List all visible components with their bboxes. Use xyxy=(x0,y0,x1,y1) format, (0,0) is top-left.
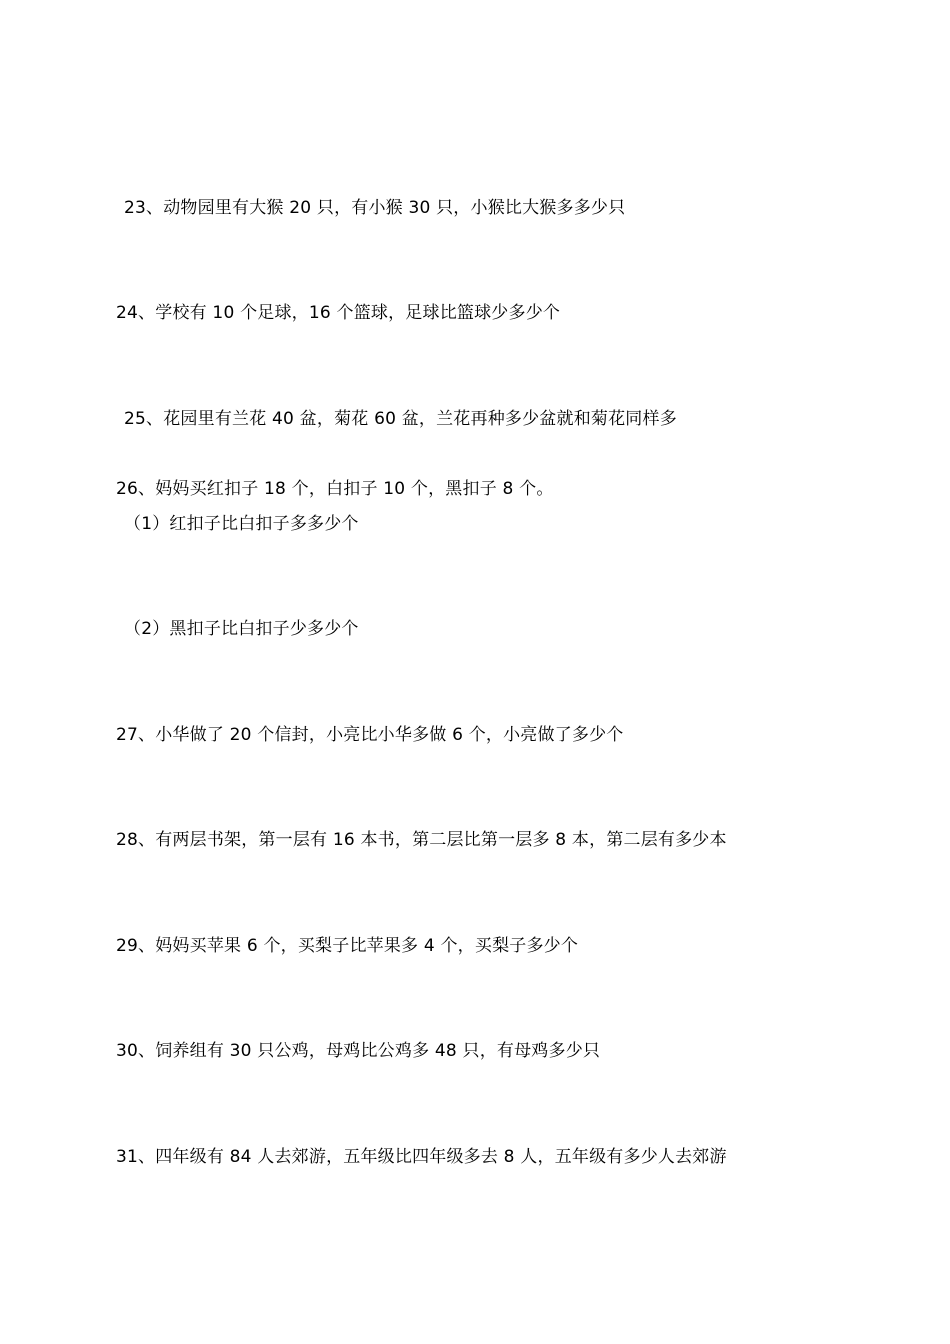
question-30: 30、饲养组有 30 只公鸡，母鸡比公鸡多 48 只，有母鸡多少只 xyxy=(116,1041,601,1061)
question-24: 24、学校有 10 个足球，16 个篮球，足球比篮球少多少个 xyxy=(116,303,561,323)
question-28: 28、有两层书架，第一层有 16 本书，第二层比第一层多 8 本，第二层有多少本 xyxy=(116,830,727,850)
question-26-part-2: （2）黑扣子比白扣子少多少个 xyxy=(124,619,359,639)
question-29: 29、妈妈买苹果 6 个，买梨子比苹果多 4 个，买梨子多少个 xyxy=(116,936,579,956)
question-26: 26、妈妈买红扣子 18 个，白扣子 10 个，黑扣子 8 个。 xyxy=(116,479,554,499)
question-31: 31、四年级有 84 人去郊游，五年级比四年级多去 8 人，五年级有多少人去郊游 xyxy=(116,1147,727,1167)
question-23: 23、动物园里有大猴 20 只，有小猴 30 只，小猴比大猴多多少只 xyxy=(124,198,626,218)
question-25: 25、花园里有兰花 40 盆，菊花 60 盆，兰花再种多少盆就和菊花同样多 xyxy=(124,409,677,429)
question-27: 27、小华做了 20 个信封，小亮比小华多做 6 个，小亮做了多少个 xyxy=(116,725,624,745)
question-26-part-1: （1）红扣子比白扣子多多少个 xyxy=(124,514,359,534)
